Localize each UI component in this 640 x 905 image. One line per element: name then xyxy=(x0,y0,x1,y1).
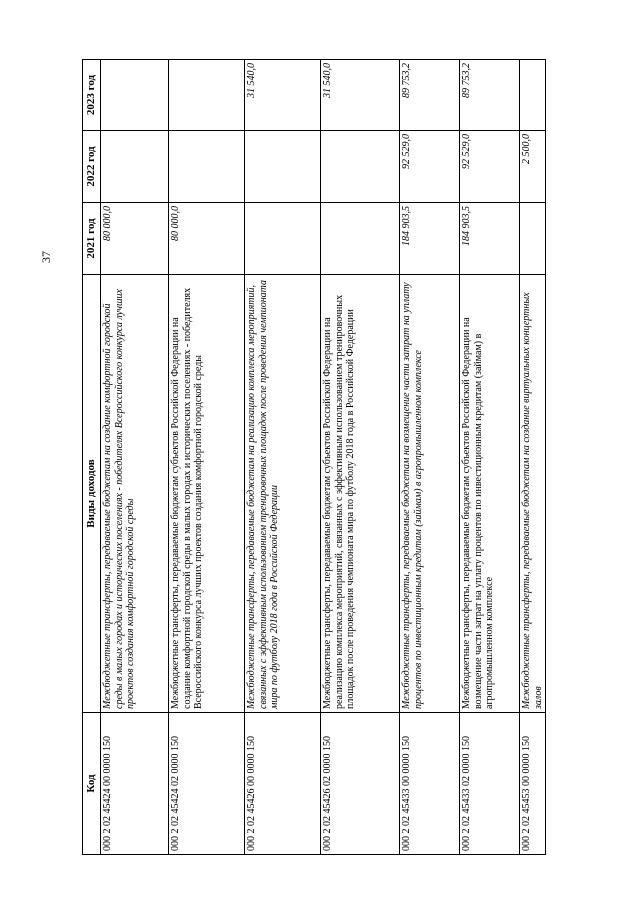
row-2023: 31 540,0 xyxy=(245,60,321,131)
page-number: 37 xyxy=(39,251,53,263)
row-2023 xyxy=(520,60,546,131)
table-row xyxy=(321,60,400,855)
row-code: 000 2 02 45424 02 0000 150 xyxy=(169,713,245,855)
row-2021: 80 000,0 xyxy=(101,203,169,275)
header-2022: 2022 год xyxy=(83,131,101,203)
row-kind: Межбюджетные трансферты, передаваемые бюджетам на создание комфортной городской среды в малых городах и исторических поселениях - победителях Всероссийского конкурса лучших проектов создания комфортной городской среды xyxy=(101,275,169,713)
row-kind: Межбюджетные трансферты, передаваемые бюджетам на создание виртуальных концертных залов xyxy=(520,275,546,713)
header-code: Код xyxy=(83,713,101,855)
table-row xyxy=(169,60,245,855)
row-code: 000 2 02 45426 02 0000 150 xyxy=(321,713,400,855)
row-2022 xyxy=(321,131,400,203)
table-row xyxy=(245,60,321,855)
row-2021 xyxy=(321,203,400,275)
row-2022 xyxy=(101,131,169,203)
table-header-row xyxy=(83,60,101,855)
row-2022 xyxy=(245,131,321,203)
row-kind: Межбюджетные трансферты, передаваемые бюджетам субъектов Российской Федерации на реализацию комплекса мероприятий, связанных с эффективным использованием тренировочных площадок после проведения чемпионата мира по футболу 2018 года в Российской Федерации xyxy=(321,275,400,713)
row-2021: 184 903,5 xyxy=(460,203,520,275)
row-code: 000 2 02 45424 00 0000 150 xyxy=(101,713,169,855)
row-2022: 92 529,0 xyxy=(400,131,460,203)
row-2022 xyxy=(169,131,245,203)
header-2023: 2023 год xyxy=(83,60,101,131)
row-2023: 31 540,0 xyxy=(321,60,400,131)
row-kind: Межбюджетные трансферты, передаваемые бюджетам на возмещение части затрат на уплату процентов по инвестиционным кредитам (займам) в агропромышленном комплексе xyxy=(400,275,460,713)
row-2021 xyxy=(245,203,321,275)
row-2023: 89 753,2 xyxy=(400,60,460,131)
table-row xyxy=(460,60,520,855)
row-2023 xyxy=(169,60,245,131)
row-kind: Межбюджетные трансферты, передаваемые бюджетам субъектов Российской Федерации на возмещение части затрат на уплату процентов по инвестиционным кредитам (займам) в агропромышленном комплексе xyxy=(460,275,520,713)
row-2023: 89 753,2 xyxy=(460,60,520,131)
row-kind: Межбюджетные трансферты, передаваемые бюджетам на реализацию комплекса мероприятий, связанных с эффективным использованием тренировочных площадок после проведения чемпионата мира по футболу 2018 года в Российской Федерации xyxy=(245,275,321,713)
row-kind: Межбюджетные трансферты, передаваемые бюджетам субъектов Российской Федерации на создание комфортной городской среды в малых городах и исторических поселениях - победителях Всероссийского конкурса лучших проектов создания комфортной городской среды xyxy=(169,275,245,713)
row-code: 000 2 02 45426 00 0000 150 xyxy=(245,713,321,855)
row-2021: 184 903,5 xyxy=(400,203,460,275)
income-table xyxy=(82,59,546,855)
table-row xyxy=(400,60,460,855)
row-2022: 2 500,0 xyxy=(520,131,546,203)
table-row xyxy=(101,60,169,855)
rotated-table-container xyxy=(82,60,542,855)
table-row xyxy=(520,60,546,855)
row-code: 000 2 02 45433 02 0000 150 xyxy=(460,713,520,855)
row-code: 000 2 02 45453 00 0000 150 xyxy=(520,713,546,855)
row-2021 xyxy=(520,203,546,275)
header-2021: 2021 год xyxy=(83,203,101,275)
row-2023 xyxy=(101,60,169,131)
row-2022: 92 529,0 xyxy=(460,131,520,203)
row-code: 000 2 02 45433 00 0000 150 xyxy=(400,713,460,855)
row-2021: 80 000,0 xyxy=(169,203,245,275)
header-kind: Виды доходов xyxy=(83,275,101,713)
